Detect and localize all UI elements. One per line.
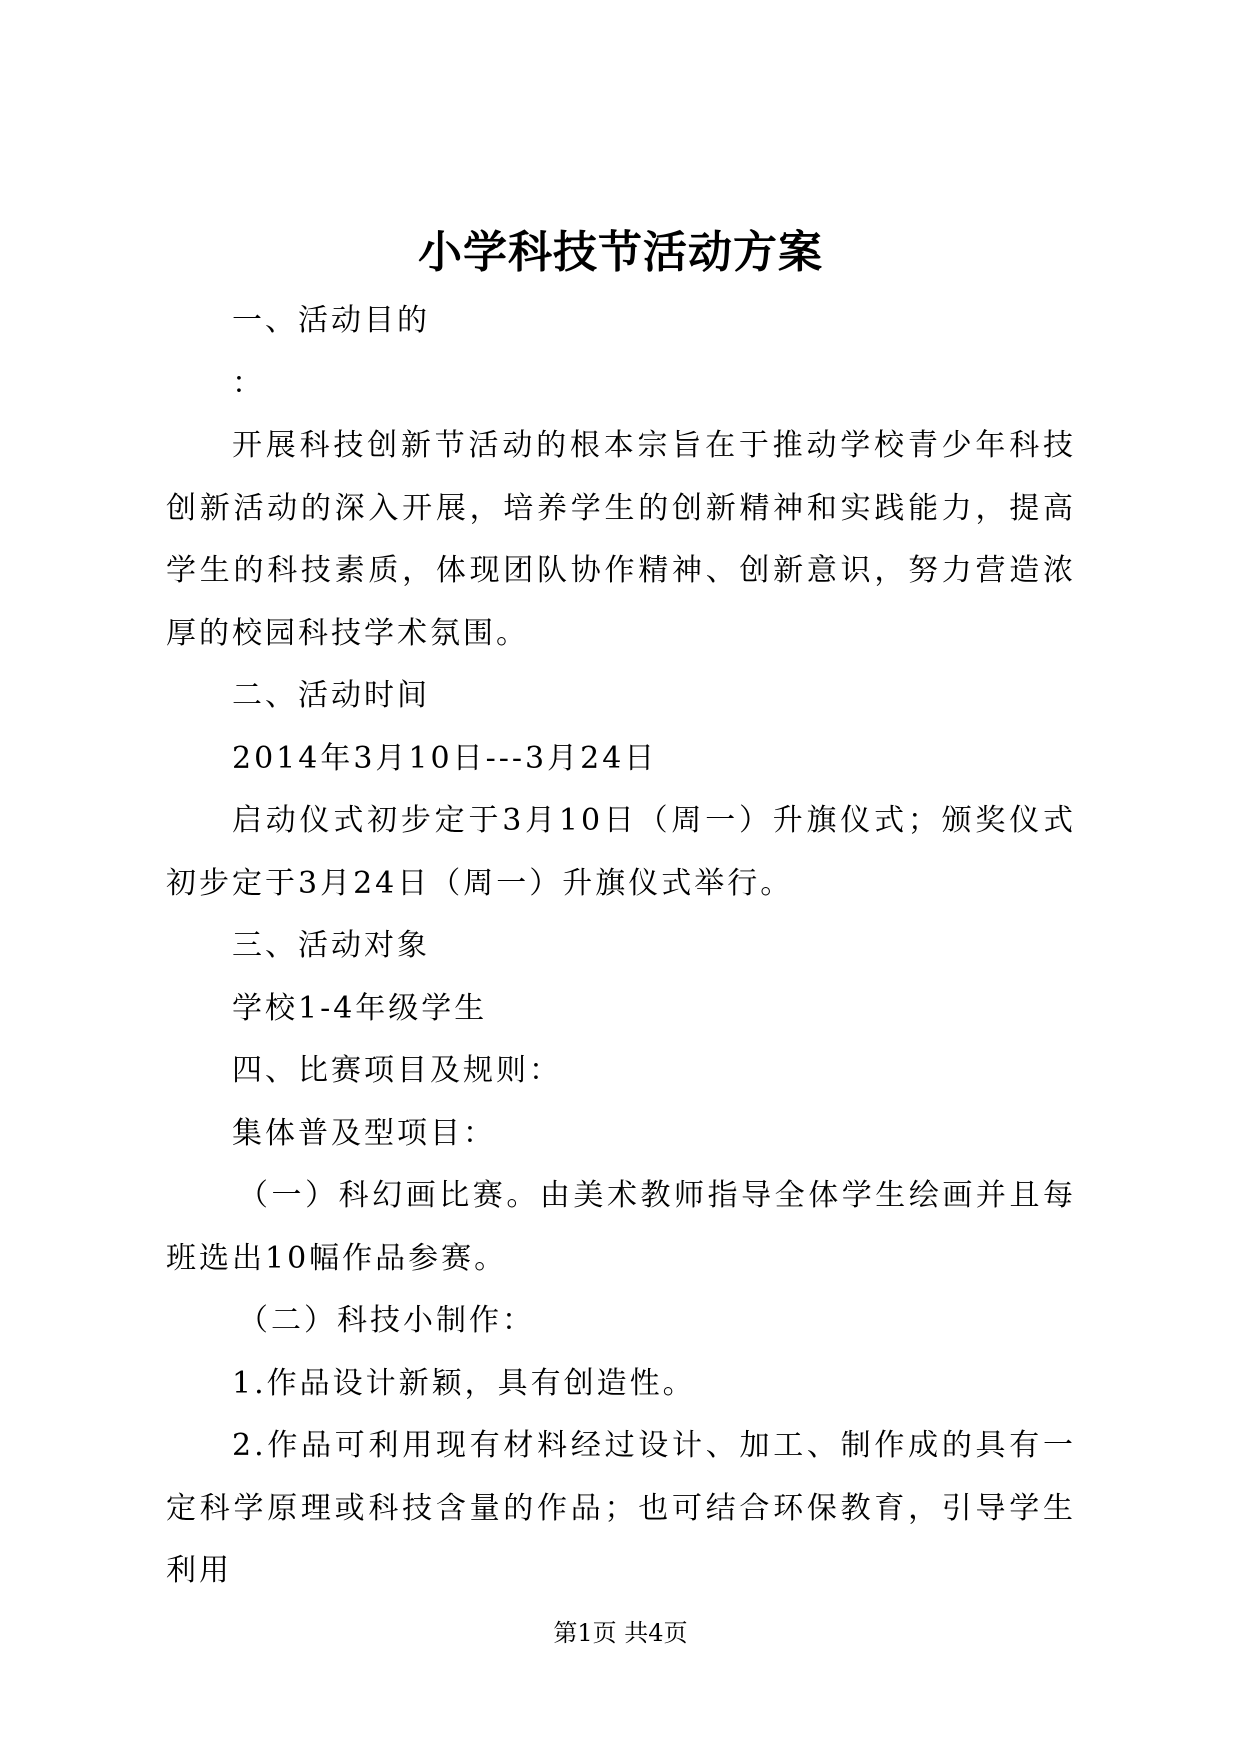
section-heading-rules: 四、比赛项目及规则： [232, 1053, 562, 1088]
audience-text: 学校1-4年级学生 [232, 990, 488, 1026]
small-invention-heading: （二）科技小制作： [238, 1303, 535, 1338]
section-heading-time: 二、活动时间 [232, 678, 430, 713]
section-heading-purpose: 一、活动目的 [232, 303, 430, 338]
colon-line: ： [232, 365, 265, 401]
ceremony-paragraph: 启动仪式初步定于3月10日（周一）升旗仪式；颁奖仪式初步定于3月24日（周一）升旗仪式举行。 [166, 803, 1076, 901]
rule-item-1: 1.作品设计新颖，具有创造性。 [232, 1365, 696, 1401]
group-project-heading: 集体普及型项目： [232, 1115, 496, 1151]
time-range: 2014年3月10日---3月24日 [232, 740, 658, 776]
purpose-paragraph: 开展科技创新节活动的根本宗旨在于推动学校青少年科技创新活动的深入开展，培养学生的创新精神和实践能力，提高学生的科技素质，体现团队协作精神、创新意识，努力营造浓厚的校园科技学术氛围。 [166, 428, 1076, 651]
document-body [166, 290, 1076, 1603]
section-heading-audience: 三、活动对象 [232, 928, 430, 963]
page-footer: 第1页 共4页 [553, 1619, 688, 1647]
document-title: 小学科技节活动方案 [418, 227, 823, 278]
rule-item-2: 2.作品可利用现有材料经过设计、加工、制作成的具有一定科学原理或科技含量的作品；也可结合环保教育，引导学生利用 [166, 1428, 1076, 1588]
sci-fi-painting-item: （一）科幻画比赛。由美术教师指导全体学生绘画并且每班选出10幅作品参赛。 [166, 1178, 1076, 1276]
